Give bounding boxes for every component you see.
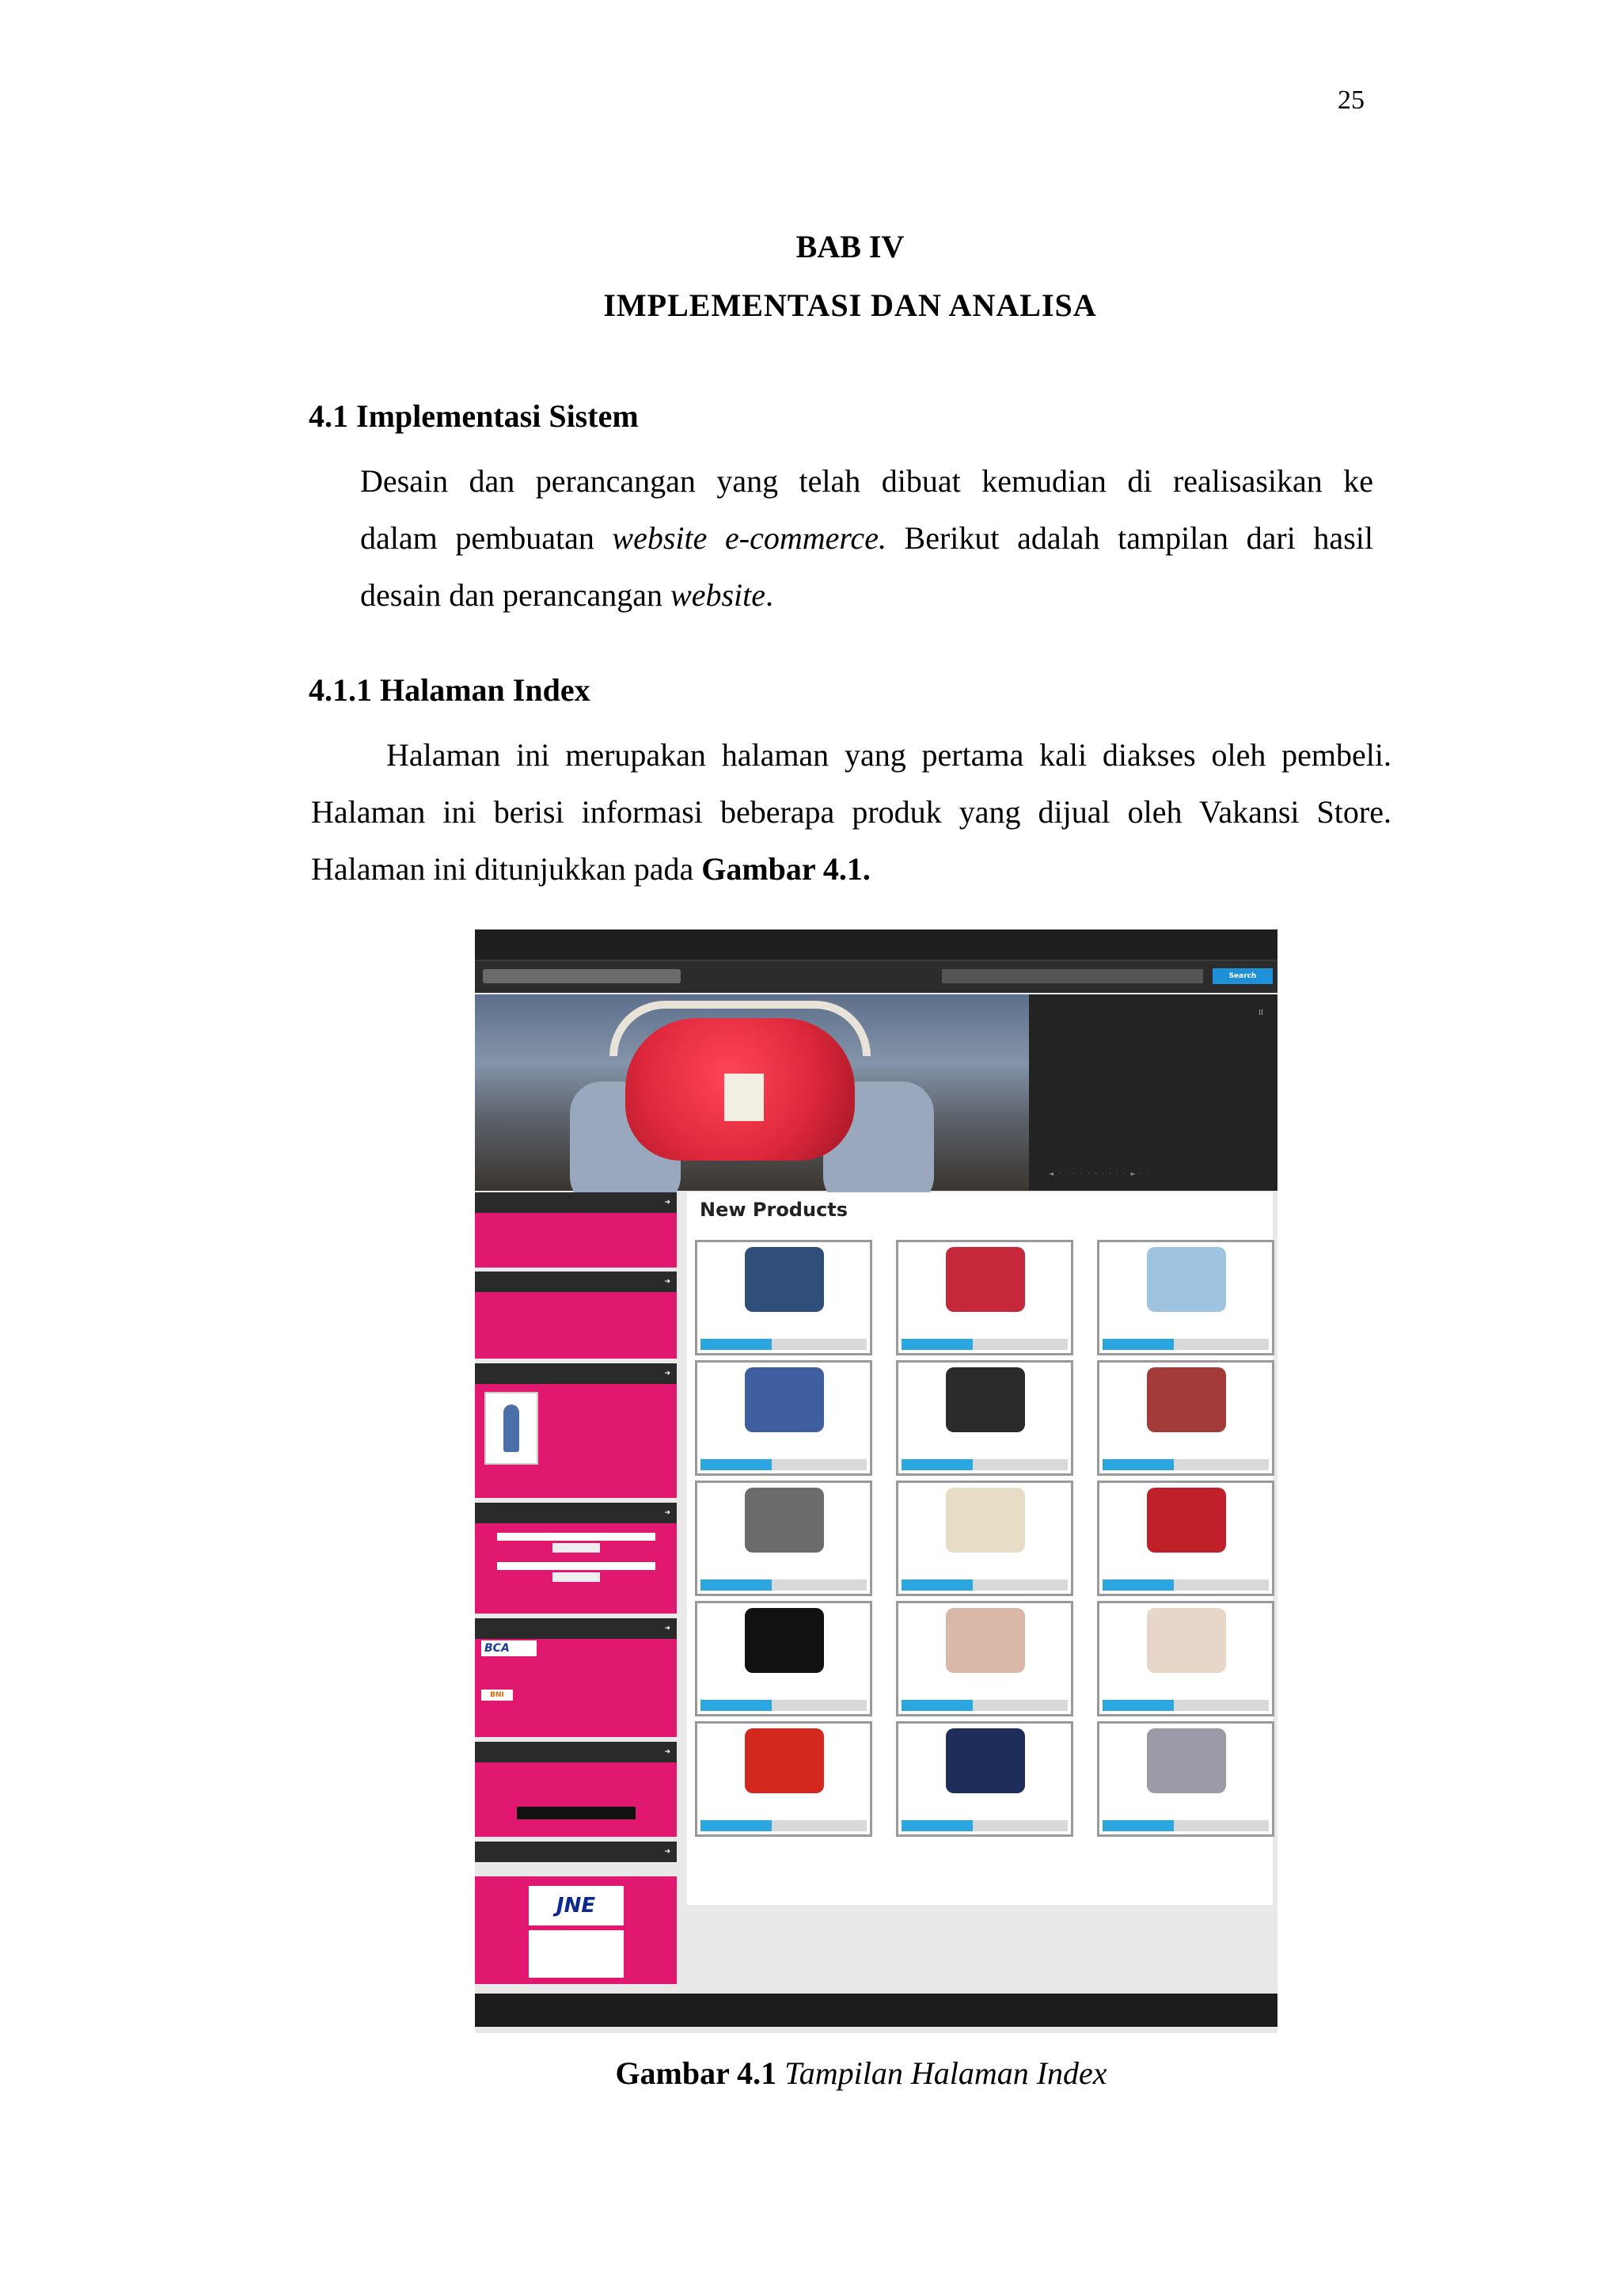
arrow-icon: ➜	[664, 1625, 670, 1633]
sidebar-input	[497, 1562, 655, 1570]
sidebar-input	[497, 1533, 655, 1541]
sidebar-box-form	[475, 1503, 677, 1614]
chapter-title: IMPLEMENTASI DAN ANALISA	[603, 287, 1097, 323]
sidebar-box-category	[475, 1272, 677, 1359]
product-image	[745, 1488, 824, 1553]
sidebar-box-header	[475, 1192, 677, 1213]
payment-text	[475, 1705, 677, 1732]
product-button-row	[1103, 1339, 1269, 1350]
product-image	[1147, 1608, 1226, 1673]
product-button-row	[1103, 1459, 1269, 1470]
chapter-label: BAB IV	[795, 229, 905, 264]
top-links-bar	[475, 909, 1277, 929]
search-input	[942, 969, 1203, 983]
product-card	[1097, 1721, 1274, 1837]
arrow-icon: ➜	[664, 1199, 670, 1207]
arrow-icon: ➜	[664, 1278, 670, 1286]
product-card	[695, 1721, 872, 1837]
product-button-row	[1103, 1579, 1269, 1591]
footer-bar	[475, 1994, 1277, 2027]
paragraph-line	[360, 567, 1373, 624]
arrow-icon: ➜	[664, 1509, 670, 1517]
buy-button	[700, 1700, 772, 1711]
sidebar-box-header	[475, 1503, 677, 1523]
subsection-paragraph	[311, 727, 1391, 898]
buy-button	[1103, 1820, 1174, 1831]
banner-photo	[475, 994, 1029, 1191]
bag-tag	[724, 1074, 764, 1121]
product-image	[1147, 1367, 1226, 1432]
product-button-row	[700, 1339, 867, 1350]
product-button-row	[700, 1579, 867, 1591]
paragraph-line	[360, 510, 1373, 567]
nav-bar	[475, 929, 1277, 961]
sidebar-box-contact	[475, 1192, 677, 1268]
product-image	[946, 1367, 1025, 1432]
product-image	[745, 1247, 824, 1312]
product-card	[695, 1360, 872, 1476]
buy-button	[1103, 1700, 1174, 1711]
product-image	[946, 1488, 1025, 1553]
product-card	[1097, 1481, 1274, 1596]
caption-text: Tampilan Halaman Index	[784, 2055, 1107, 2091]
new-products-panel	[687, 1192, 1273, 1905]
figure-caption	[0, 2055, 1621, 2092]
sidebar	[475, 1192, 677, 1984]
product-button-row	[902, 1579, 1068, 1591]
slider-pagination: ◄ · · · · · · · · · · ► · ·	[1049, 1170, 1152, 1177]
section-heading: 4.1 Implementasi Sistem	[309, 398, 639, 434]
figure-image	[503, 1405, 519, 1452]
product-button-row	[902, 1459, 1068, 1470]
sidebar-box-header	[475, 1618, 677, 1639]
product-image	[1147, 1247, 1226, 1312]
buy-button	[700, 1459, 772, 1470]
paragraph-line: Halaman ini berisi informasi beberapa produk yang dijual oleh Vakansi Store.	[311, 794, 1391, 830]
product-image	[946, 1728, 1025, 1793]
product-image	[745, 1608, 824, 1673]
buy-button	[700, 1820, 772, 1831]
buy-button	[1103, 1579, 1174, 1591]
search-button: Search	[1213, 968, 1273, 984]
sidebar-box-statistics	[475, 1742, 677, 1837]
product-card	[1097, 1601, 1274, 1716]
paragraph-line: Desain dan perancangan yang telah dibuat kemudian di realisasikan ke	[360, 463, 1373, 499]
arrow-icon: ➜	[664, 1848, 670, 1856]
product-image	[745, 1367, 824, 1432]
product-card	[896, 1721, 1073, 1837]
product-card	[695, 1601, 872, 1716]
buy-button	[902, 1820, 973, 1831]
product-card	[1097, 1360, 1274, 1476]
sidebar-box-payment	[475, 1618, 677, 1737]
subsection-heading: 4.1.1 Halaman Index	[309, 672, 590, 708]
jne-logo: JNE	[529, 1886, 624, 1925]
product-card	[896, 1481, 1073, 1596]
section-paragraph	[360, 453, 1373, 624]
arrow-icon: ➜	[664, 1370, 670, 1378]
search-bar	[475, 961, 1277, 993]
sidebar-box-header	[475, 1742, 677, 1762]
buy-button	[902, 1339, 973, 1350]
sidebar-box-best-seller	[475, 1363, 677, 1498]
buy-button	[700, 1579, 772, 1591]
marquee-text	[483, 969, 681, 983]
product-button-row	[902, 1820, 1068, 1831]
product-image	[1147, 1728, 1226, 1793]
paragraph-line: Halaman ini merupakan halaman yang pertama kali diakses oleh pembeli.	[386, 737, 1391, 773]
caption-label: Gambar 4.1	[615, 2055, 777, 2091]
buy-button	[902, 1579, 973, 1591]
paragraph-line	[311, 841, 1391, 898]
text-run: dalam pembuatan	[360, 520, 613, 556]
banner-slider	[475, 994, 1277, 1191]
text-run: Berikut adalah tampilan dari hasil	[886, 520, 1373, 556]
product-card	[896, 1360, 1073, 1476]
sidebar-box-header	[475, 1363, 677, 1384]
buy-button	[1103, 1339, 1174, 1350]
banner-dark-area	[1029, 994, 1277, 1191]
product-button-row	[700, 1820, 867, 1831]
figure-reference: Gambar 4.1.	[701, 851, 871, 887]
page-number: 25	[1338, 86, 1365, 115]
buy-button	[902, 1459, 973, 1470]
payment-text	[475, 1658, 677, 1685]
product-image	[946, 1608, 1025, 1673]
bni-logo: BNI	[481, 1690, 513, 1701]
pause-icon: II	[1258, 1009, 1263, 1017]
sidebar-box-header	[475, 1272, 677, 1292]
product-button-row	[902, 1339, 1068, 1350]
buy-button	[902, 1700, 973, 1711]
sidebar-button	[552, 1543, 600, 1553]
sidebar-button	[552, 1572, 600, 1582]
product-button-row	[700, 1459, 867, 1470]
product-image	[1147, 1488, 1226, 1553]
sidebar-gap	[475, 1862, 677, 1876]
bca-logo: BCA	[481, 1640, 537, 1656]
product-card	[695, 1481, 872, 1596]
arrow-icon: ➜	[664, 1748, 670, 1756]
products-title: New Products	[700, 1199, 848, 1221]
product-button-row	[700, 1700, 867, 1711]
text-run: Halaman ini ditunjukkan pada	[311, 851, 702, 887]
text-run: .	[765, 577, 774, 613]
product-card	[1097, 1240, 1274, 1355]
product-button-row	[1103, 1700, 1269, 1711]
text-run: desain dan perancangan	[360, 577, 671, 613]
sidebar-box-body	[475, 1213, 677, 1222]
italic-term: website	[670, 577, 766, 613]
buy-button	[1103, 1459, 1174, 1470]
best-seller-thumb	[484, 1392, 538, 1465]
product-image	[946, 1247, 1025, 1312]
product-card	[896, 1240, 1073, 1355]
product-button-row	[902, 1700, 1068, 1711]
product-card	[695, 1240, 872, 1355]
visitor-counter	[517, 1807, 636, 1819]
statistics-text	[475, 1762, 677, 1800]
product-image	[745, 1728, 824, 1793]
pos-indonesia-logo	[529, 1930, 624, 1978]
sidebar-box-header	[475, 1842, 677, 1862]
italic-term: website e-commerce.	[612, 520, 886, 556]
product-card	[896, 1601, 1073, 1716]
product-button-row	[1103, 1820, 1269, 1831]
buy-button	[700, 1339, 772, 1350]
sidebar-box-shipping	[475, 1842, 677, 1984]
sidebar-box-body	[475, 1292, 677, 1302]
website-screenshot-figure	[475, 909, 1277, 2033]
